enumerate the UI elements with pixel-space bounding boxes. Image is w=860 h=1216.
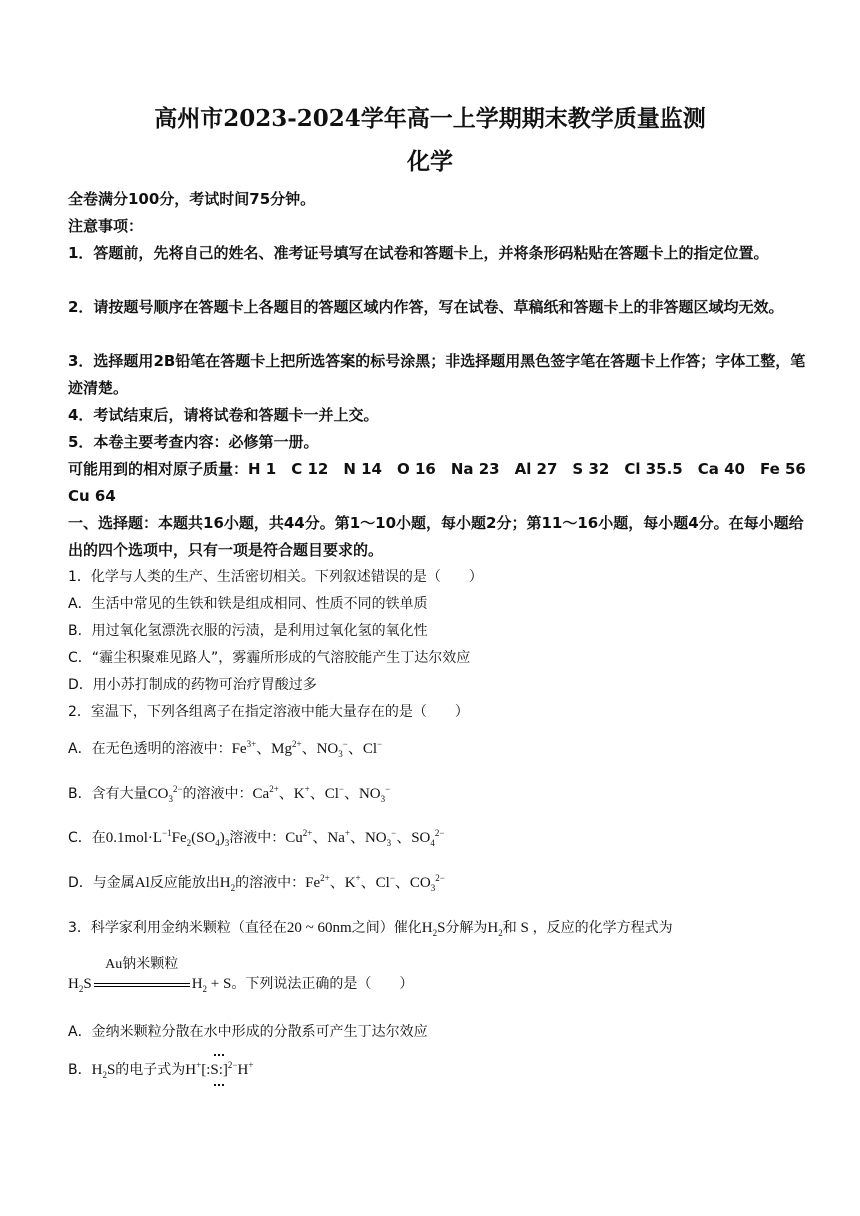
question-2-stem: 2．室温下，下列各组离子在指定溶液中能大量存在的是（ ） (68, 704, 469, 720)
subject-title: 化学 (407, 148, 453, 175)
element-formula: Al (134, 875, 150, 891)
notice-item: 3．选择题用2B铅笔在答题卡上把所选答案的标号涂黑；非选择题用黑色签字笔在答题卡上作答；字体工整，笔迹清楚。 (68, 352, 806, 397)
question-3-stem (68, 916, 808, 940)
ion-formula: $CO_3^{2-}$ (147, 784, 183, 804)
stem-text: 和 (502, 920, 517, 936)
question-2-option-d (68, 871, 808, 895)
option-text: 的电子式为 (115, 1062, 186, 1078)
stem-text: ，反应的化学方程式为 (532, 920, 673, 936)
atomic-masses: 可能用到的相对原子质量：H 1 C 12 N 14 O 16 Na 23 Al 27 S 32 Cl 35.5 Ca 40 Fe 56 Cu 64 (68, 460, 821, 505)
option-text: 的溶液中： (182, 786, 253, 802)
formula: $H_2$ (487, 920, 503, 938)
formula: S (516, 920, 533, 936)
ion-formula: $Fe^{3+}$、$Mg^{2+}$、$NO_3^-$、Cl− (231, 739, 383, 759)
exam-info: 全卷满分100分，考试时间75分钟。 (68, 190, 316, 208)
exam-title: 高州市2023-2024学年高一上学期期末教学质量监测 (154, 105, 706, 132)
electron-formula: H+[:S:]$^{2-}$H+ (185, 1062, 253, 1078)
ion-formula: $Cu^{2+}$、Na+、$NO_3^-$、$SO_4^{2-}$ (285, 828, 445, 848)
ion-formula: $Ca^{2+}$、K+、Cl−、$NO_3^-$ (252, 784, 391, 804)
question-1-option-a: A．生活中常见的生铁和铁是组成相同、性质不同的铁单质 (68, 596, 428, 612)
stem-text: 分解为 (445, 920, 488, 936)
stem-text: 之间）催化 (351, 920, 422, 936)
stem-text: 。下列说法正确的是（ ） (231, 976, 414, 992)
reaction-equation (68, 957, 808, 997)
option-label: D．与金属 (68, 875, 135, 891)
option-label: C．在 (68, 830, 106, 846)
ion-formula: $Fe^{2+}$、K+、Cl−、$CO_3^{2-}$ (305, 873, 445, 893)
notice-item: 4．考试结束后，请将试卷和答题卡一并上交。 (68, 406, 379, 424)
question-1-stem: 1．化学与人类的生产、生活密切相关。下列叙述错误的是（ ） (68, 569, 483, 585)
notice-item: 5．本卷主要考查内容：必修第一册。 (68, 433, 319, 451)
concentration-formula: $0.1mol\cdot L^{-1}Fe_2(SO_4)_3$ (105, 828, 230, 848)
option-text: 的溶液中： (235, 875, 306, 891)
reaction-condition (92, 957, 192, 997)
option-text: 溶液中： (229, 830, 286, 846)
question-1-option-c: C．“霾尘积聚难见路人”，雾霾所形成的气溶胶能产生丁达尔效应 (68, 650, 471, 666)
electron-dots: S (210, 1058, 218, 1082)
option-label: B．含有大量 (68, 786, 148, 802)
notice-item: 2．请按题号顺序在答题卡上各题目的答题区域内作答，写在试卷、草稿纸和答题卡上的非答题区域均无效。 (68, 298, 784, 316)
question-3-option-a: A．金纳米颗粒分散在水中形成的分散系可产生丁达尔效应 (68, 1024, 428, 1040)
question-2-option-b (68, 782, 808, 806)
question-2-option-c (68, 826, 808, 850)
question-2-option-a (68, 737, 808, 761)
notice-item: 1．答题前，先将自己的姓名、准考证号填写在试卷和答题卡上，并将条形码粘贴在答题卡上的指定位置。 (68, 244, 769, 262)
formula: $H_2S$ (91, 1062, 116, 1080)
section-heading: 一、选择题：本题共16小题，共44分。第1～10小题，每小题2分；第11～16小题，每小题4分。在每小题给出的四个选项中，只有一项是符合题目要求的。 (68, 514, 804, 559)
element-formula: $H_2$ (219, 875, 236, 893)
stem-text: 3．科学家利用金纳米颗粒（直径在 (68, 920, 287, 936)
size-range: 20 ~ 60nm (286, 920, 352, 936)
formula: $H_2 + S$ (191, 976, 232, 994)
notice-heading: 注意事项： (68, 217, 144, 235)
option-text: 反应能放出 (149, 875, 220, 891)
question-3-option-b (68, 1058, 808, 1082)
condition-label: Au钠米颗粒 (105, 957, 179, 972)
question-1-option-b: B．用过氧化氢漂洗衣服的污渍，是利用过氧化氢的氧化性 (68, 623, 428, 639)
option-label: B． (68, 1062, 92, 1078)
equals-sign (94, 983, 190, 987)
question-1-option-d: D．用小苏打制成的药物可治疗胃酸过多 (68, 677, 317, 693)
formula: $H_2S$ (68, 976, 92, 994)
formula: $H_2S$ (421, 920, 446, 938)
option-label: A．在无色透明的溶液中： (68, 741, 232, 757)
